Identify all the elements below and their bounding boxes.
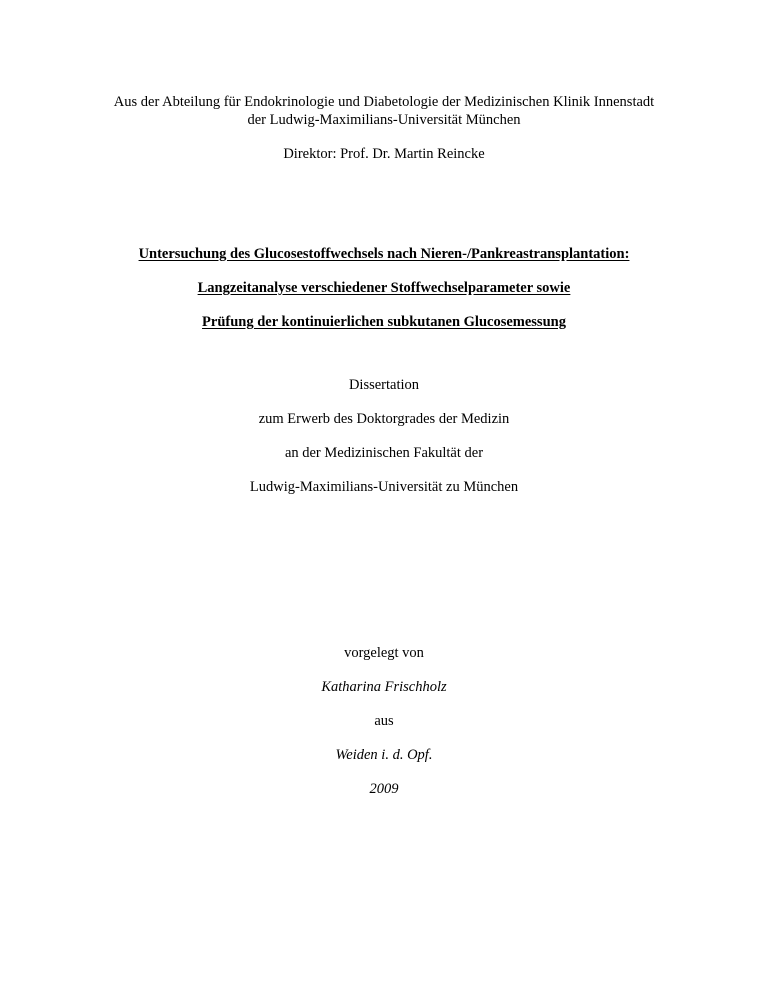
dissertation-line-2: an der Medizinischen Fakultät der xyxy=(284,445,484,461)
institution-line-1: Aus der Abteilung für Endokrinologie und Diabetologie der Medizinischen Klinik Innenstadt xyxy=(113,94,655,110)
dissertation-label: Dissertation xyxy=(348,377,420,393)
title-line-2: Langzeitanalyse verschiedener Stoffwechselparameter sowie xyxy=(197,280,571,296)
dissertation-line-3: Ludwig-Maximilians-Universität zu München xyxy=(249,479,519,495)
from-label: aus xyxy=(374,713,394,729)
author-name: Katharina Frischholz xyxy=(321,679,447,695)
author-place: Weiden i. d. Opf. xyxy=(335,747,433,763)
year: 2009 xyxy=(369,781,399,797)
title-line-3: Prüfung der kontinuierlichen subkutanen Glucosemessung xyxy=(202,314,566,330)
director-line: Direktor: Prof. Dr. Martin Reincke xyxy=(283,146,485,162)
title-line-1: Untersuchung des Glucosestoffwechsels nach Nieren-/Pankreastransplantation: xyxy=(138,246,630,262)
dissertation-line-1: zum Erwerb des Doktorgrades der Medizin xyxy=(258,411,510,427)
presented-by: vorgelegt von xyxy=(344,645,424,661)
institution-line-2: der Ludwig-Maximilians-Universität München xyxy=(247,112,521,128)
